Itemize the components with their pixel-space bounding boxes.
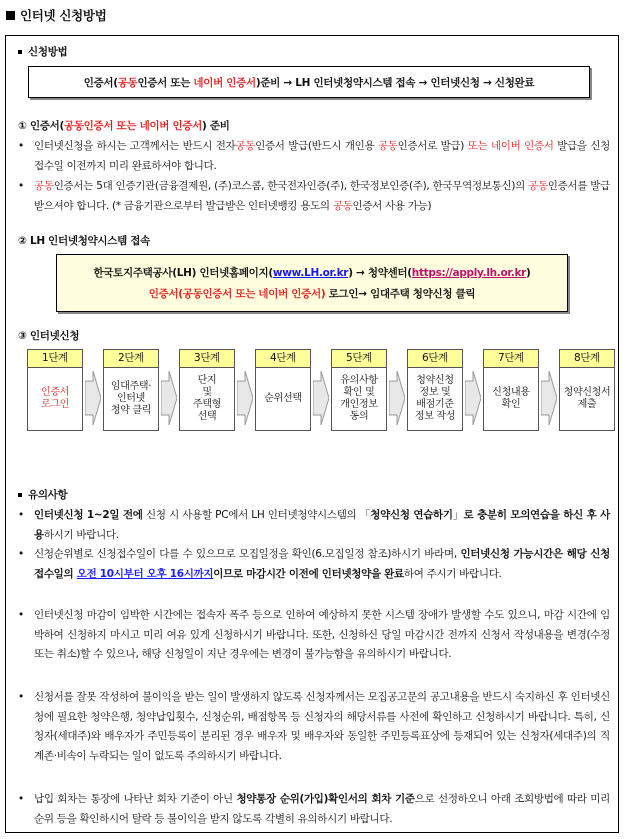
step-box-6 bbox=[407, 349, 463, 431]
text-part: 인터넷신청을 하시는 고객께서는 반드시 전자 bbox=[34, 140, 236, 152]
dot-icon: • bbox=[18, 793, 24, 805]
step-body: 청약신청서 제출 bbox=[563, 387, 611, 410]
dot-icon: • bbox=[18, 609, 24, 621]
step-head: 8단계 bbox=[560, 350, 614, 368]
text-part: 하여 주시기 바랍니다. bbox=[403, 567, 502, 580]
dot-icon: • bbox=[18, 548, 24, 560]
text-part: 로 충분히 모의연습을 하신 후 사용 bbox=[34, 509, 610, 541]
step-body: 청약신청 정보 및 배점기준 정보 작성 bbox=[414, 375, 456, 422]
step-body: 단지 및 주택형 선택 bbox=[192, 375, 222, 422]
text-part: 공동 bbox=[332, 199, 353, 212]
step-head: 7단계 bbox=[484, 350, 538, 368]
section-heading-text: 신청방법 bbox=[28, 46, 68, 58]
step-head: 3단계 bbox=[180, 350, 234, 368]
step1-bullet-2 bbox=[18, 177, 610, 216]
note-3 bbox=[18, 606, 610, 665]
heading-part: ① 인증서( bbox=[18, 120, 64, 132]
text-part: 청약통장 순위(가입)확인서의 회차 기준 bbox=[236, 793, 415, 805]
heading-part: 네이버 인증서 bbox=[139, 120, 203, 132]
paragraph-text bbox=[34, 790, 610, 829]
step-box-3 bbox=[179, 349, 235, 431]
text-part: 납입 회차는 통장에 나타난 회차 기준이 아닌 bbox=[34, 793, 237, 805]
step-box-1 bbox=[27, 349, 83, 431]
text-part: 공동 bbox=[528, 180, 548, 192]
access-line-2 bbox=[149, 286, 475, 301]
paragraph-text: 인터넷신청 마감이 임박한 시간에는 접속자 폭주 등으로 인하여 예상하지 못한 시스템 장애가 발생할 수도 있으니, 마감 시간에 임박하여 신청하지 마시고 미리 여유 있게 신청하시기 바랍니다. 또한, 신청하신 당일 마감시간 전까지 신청서 작성내용을 변경(수정 또는 취소)할 수 있으나, 해당 신청일이 지난 경우에는 변경이 불가능함을 유의하시기 바랍니다. bbox=[34, 609, 610, 660]
notes-heading bbox=[18, 487, 67, 502]
step2-heading: ② LH 인터넷청약시스템 접속 bbox=[18, 235, 150, 247]
step-body: 임대주택· 인터넷 청약 클릭 bbox=[110, 381, 152, 416]
paragraph-text bbox=[34, 506, 610, 545]
summary-part: )준비 → LH 인터넷청약시스템 접속 → 인터넷신청 → 신청완료 bbox=[255, 76, 535, 89]
access-line-1 bbox=[93, 265, 530, 280]
step-box-4 bbox=[255, 349, 311, 431]
heading-part: ) 준비 bbox=[202, 120, 230, 132]
step-box-5 bbox=[331, 349, 387, 431]
text-part: 인증서 사용 가능) bbox=[352, 199, 432, 212]
step-body: 인증서 로그인 bbox=[40, 387, 70, 410]
text-part: 이므로 마감시간 이전에 인터넷청약을 완료 bbox=[213, 567, 404, 580]
step-box-2 bbox=[103, 349, 159, 431]
steps-flow bbox=[27, 349, 611, 431]
step-body: 유의사항 확인 및 개인정보 동의 bbox=[340, 375, 378, 422]
access-instructions-box bbox=[56, 254, 568, 312]
note-4 bbox=[18, 688, 610, 766]
text-part: 또는 네이버 인증서 bbox=[467, 140, 554, 152]
step-head: 4단계 bbox=[256, 350, 310, 368]
dot-icon: • bbox=[18, 509, 24, 521]
heading-part: 공동 bbox=[63, 120, 84, 132]
text-part: 인증서는 5대 인증기관(금융결제원, (주)코스콤, 한국전자인증(주), 한국정보인증(주), 한국무역정보통신)의 bbox=[53, 180, 529, 192]
text-part: 인증서 발급(반드시 개인용 bbox=[255, 140, 378, 152]
bullet-icon bbox=[18, 493, 22, 497]
text-part: 신청 시 사용할 PC에서 LH 인터넷청약시스템의 「 bbox=[142, 509, 371, 521]
paragraph-text: 신청서를 잘못 작성하여 불이익을 받는 일이 발생하지 않도록 신청자께서는 모집공고문의 공고내용을 반드시 숙지하신 후 인터넷신청에 필요한 청약은행, 청약납입횟수, 신청순위, 배점항목 등 신청자의 해당서류를 사전에 확인하고 신청하시기 바랍니다. 특히, 신청자(세대주)와 배우자가 주민등록이 분리된 경우 배우자 및 배우자와 동일한 주민등록표상에 등재되어 있는 신청자(세대주)의 직계존·비속이 누락되는 일이 없도록 주의하시기 바랍니다. bbox=[34, 691, 610, 762]
process-summary-box bbox=[28, 66, 590, 98]
text-part: ) bbox=[526, 267, 531, 279]
text-part: 청약신청 연습하기 bbox=[370, 509, 453, 521]
step-box-7 bbox=[483, 349, 539, 431]
paragraph-text bbox=[34, 177, 610, 216]
text-part: 공동 bbox=[235, 140, 256, 152]
text-part: ) → 청약센터( bbox=[348, 267, 412, 279]
apply-center-link[interactable]: https://apply.lh.or.kr bbox=[411, 267, 527, 279]
text-part: 로그인→ 임대주택 청약신청 클릭 bbox=[325, 288, 476, 300]
note-1 bbox=[18, 506, 610, 545]
text-part: 하시기 바랍니다. bbox=[43, 528, 119, 541]
text-part: 발급을 신청접수일 이전까지 미리 완료하셔야 합니다. bbox=[34, 140, 611, 172]
summary-part: 공동 bbox=[117, 76, 138, 89]
lh-homepage-link[interactable]: www.LH.or.kr bbox=[272, 267, 349, 279]
dot-icon: • bbox=[18, 691, 24, 703]
text-part: 공동 bbox=[377, 140, 398, 152]
notes-heading-text: 유의사항 bbox=[28, 489, 68, 501]
text-part: 인증서로 발급) bbox=[397, 140, 468, 152]
step-head: 2단계 bbox=[104, 350, 158, 368]
dot-icon: • bbox=[18, 140, 24, 152]
step1-bullet-1 bbox=[18, 137, 610, 176]
text-part: 공동 bbox=[34, 180, 54, 192]
step3-heading: ③ 인터넷신청 bbox=[18, 330, 80, 342]
step-head: 1단계 bbox=[28, 350, 82, 368]
note-5 bbox=[18, 790, 610, 829]
section-heading-method bbox=[18, 44, 67, 59]
summary-part: 네이버 인증서 bbox=[193, 76, 256, 89]
summary-text bbox=[84, 75, 535, 90]
page-title bbox=[6, 6, 106, 24]
text-part: 인증서(공동인증서 또는 네이버 인증서) bbox=[148, 288, 326, 300]
text-part: 으로 선정하오니 아래 조회방법에 따라 미리 순위 등을 확인하시어 탈락 등 불이익을 받지 않도록 각별히 유의하시기 바랍니다. bbox=[34, 793, 610, 825]
note-2 bbox=[18, 545, 610, 584]
step-head: 6단계 bbox=[408, 350, 462, 368]
text-part: 」 bbox=[452, 509, 464, 521]
paragraph-text bbox=[34, 545, 610, 584]
step-box-8 bbox=[559, 349, 615, 431]
square-bullet-icon bbox=[6, 11, 15, 20]
text-part: 오전 10시부터 오후 16시까지 bbox=[76, 567, 214, 580]
summary-part: 인증서 또는 bbox=[137, 76, 194, 89]
step-body: 신청내용 확인 bbox=[492, 387, 530, 410]
page-title-text: 인터넷 신청방법 bbox=[20, 8, 107, 23]
step1-heading bbox=[18, 118, 230, 133]
text-part: 인터넷신청 가능시간은 해당 신청접수일의 bbox=[34, 548, 610, 580]
text-part: 신청순위별로 신청접수일이 다를 수 있으므로 모집일정을 확인(6.모집일정 참조)하시기 바라며, bbox=[34, 548, 461, 560]
step-body: 순위선택 bbox=[264, 393, 302, 404]
dot-icon: • bbox=[18, 180, 24, 192]
step-head: 5단계 bbox=[332, 350, 386, 368]
text-part: 인증서를 발급받으셔야 합니다. (* 금융기관으로부터 발급받은 인터넷뱅킹 용도의 bbox=[34, 180, 610, 212]
text-part: 한국토지주택공사(LH) 인터넷홈페이지( bbox=[93, 267, 273, 279]
text-part: 인터넷신청 1~2일 전에 bbox=[34, 509, 143, 521]
bullet-icon bbox=[18, 50, 22, 54]
heading-part: 인증서 또는 bbox=[83, 120, 140, 132]
paragraph-text bbox=[34, 137, 610, 176]
summary-part: 인증서( bbox=[83, 76, 118, 89]
